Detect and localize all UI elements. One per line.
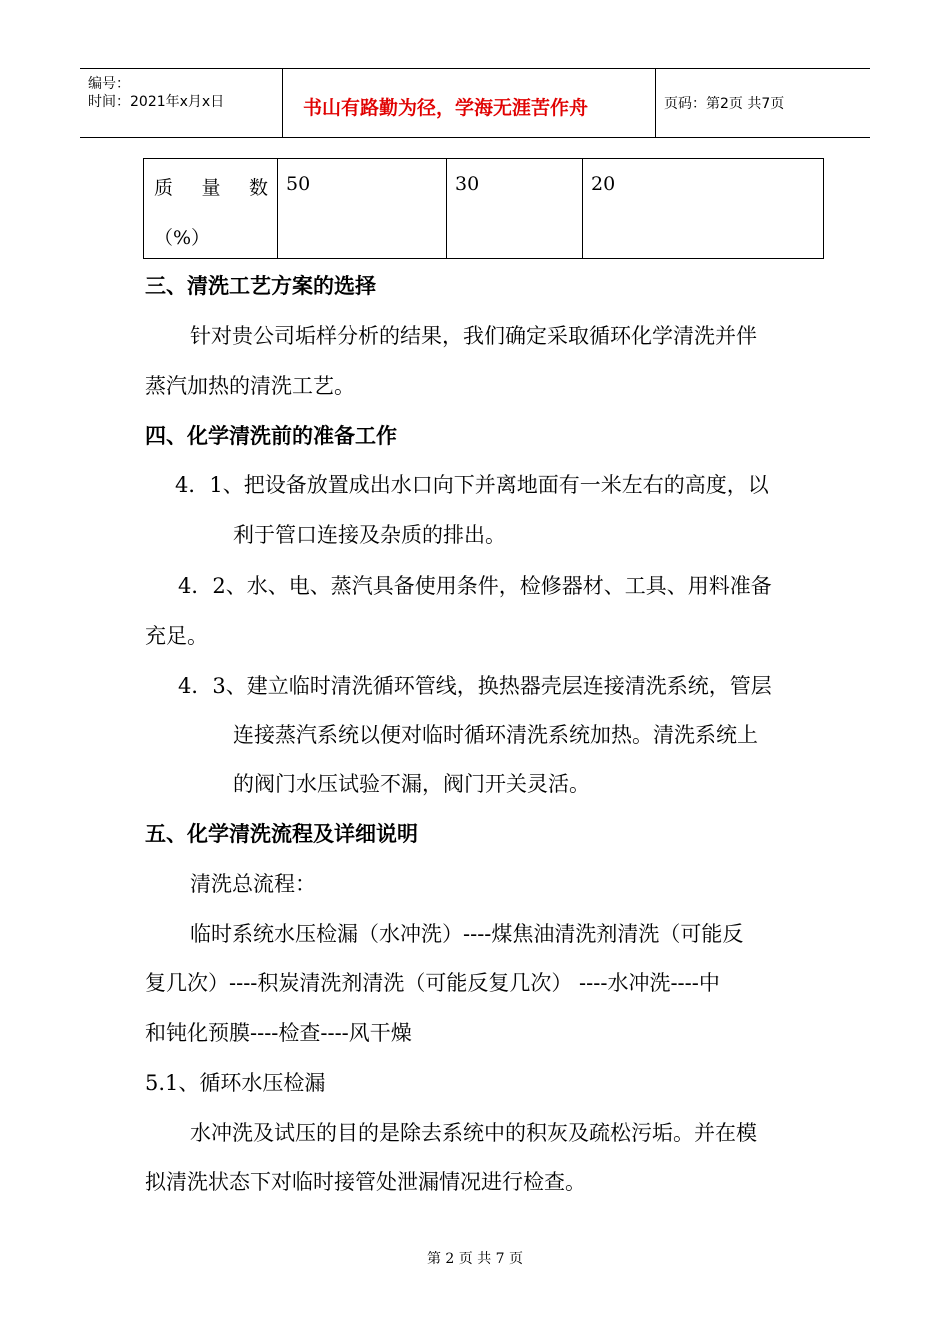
header-motto-cell: [282, 69, 656, 137]
label-char: 数: [248, 177, 268, 199]
header-motto: 书山有路勤为径，学海无涯苦作舟: [303, 97, 589, 119]
document-number-label: 编号：: [88, 76, 130, 92]
label-char: 质: [154, 177, 174, 199]
list-item: 4．2、水、电、蒸汽具备使用条件，检修器材、工具、用料准备: [178, 574, 772, 598]
list-item-continuation: 利于管口连接及杂质的排出。: [233, 523, 506, 547]
table-value: 20: [591, 173, 616, 195]
section-heading-4: 四、化学清洗前的准备工作: [145, 424, 397, 448]
table-cell: [583, 159, 824, 259]
paragraph-line: 水冲洗及试压的目的是除去系统中的积灰及疏松污垢。并在模: [190, 1121, 757, 1145]
table-label-line1: [154, 173, 268, 200]
table-label-line2: （%）: [154, 227, 211, 249]
list-item: 4．3、建立临时清洗循环管线，换热器壳层连接清洗系统，管层: [178, 674, 772, 698]
paragraph-line: 复几次）----积炭清洗剂清洗（可能反复几次） ----水冲洗----中: [145, 971, 720, 995]
section-heading-5: 五、化学清洗流程及详细说明: [145, 822, 418, 846]
page-footer: 第 2 页 共 7 页: [426, 1251, 524, 1267]
list-item-continuation: 的阀门水压试验不漏，阀门开关灵活。: [233, 772, 590, 796]
paragraph-line: 蒸汽加热的清洗工艺。: [145, 374, 355, 398]
paragraph-line: 和钝化预膜----检查----风干燥: [145, 1021, 412, 1045]
header-page-info: 页码：第2页 共7页: [664, 96, 785, 112]
list-item-continuation: 连接蒸汽系统以便对临时循环清洗系统加热。清洗系统上: [233, 723, 758, 747]
paragraph-line: 清洗总流程：: [190, 872, 316, 896]
list-item: 4．1、把设备放置成出水口向下并离地面有一米左右的高度，以: [175, 473, 769, 497]
table-value: 30: [455, 173, 480, 195]
paragraph-line: 临时系统水压检漏（水冲洗）----煤焦油清洗剂清洗（可能反: [190, 922, 744, 946]
table-value: 50: [286, 173, 311, 195]
list-item-continuation: 充足。: [145, 624, 208, 648]
table-cell: [278, 159, 447, 259]
composition-table: [143, 158, 824, 259]
page-header: [80, 68, 870, 138]
document-time-label: 时间：2021年x月x日: [88, 94, 225, 110]
table-cell: [447, 159, 583, 259]
table-row: [144, 159, 824, 259]
paragraph-line: 拟清洗状态下对临时接管处泄漏情况进行检查。: [145, 1170, 586, 1194]
header-meta: [80, 69, 282, 137]
label-char: 量: [201, 177, 221, 199]
subsection-heading: 5.1、循环水压检漏: [145, 1071, 326, 1095]
section-heading-3: 三、清洗工艺方案的选择: [145, 274, 376, 298]
table-label-cell: [144, 159, 278, 259]
paragraph-line: 针对贵公司垢样分析的结果，我们确定采取循环化学清洗并伴: [190, 324, 757, 348]
